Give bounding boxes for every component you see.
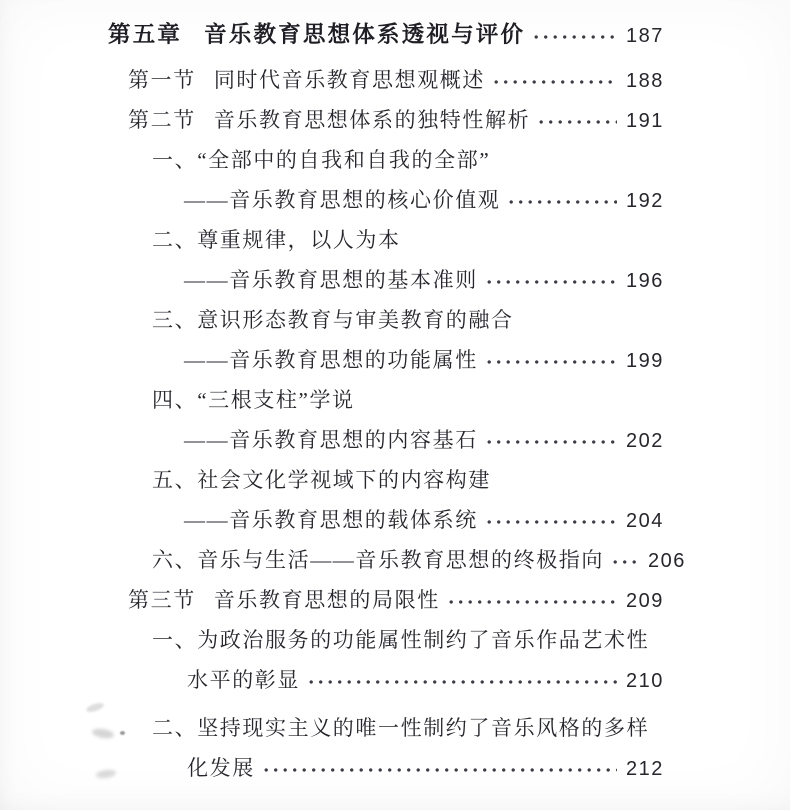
dot-leader (509, 199, 617, 205)
toc-entry-title: 音乐教育思想的局限性 (213, 588, 440, 612)
toc-entry (108, 580, 662, 620)
toc-entry-title: 二、尊重规律，以人为本 (152, 228, 401, 252)
toc-entry (108, 260, 662, 300)
toc-entry-title: 六、音乐与生活——音乐教育思想的终极指向 (152, 548, 604, 572)
toc-entry (108, 220, 662, 260)
dot-leader (449, 599, 617, 605)
page-number: 209 (626, 590, 664, 612)
toc-entry-title: 音乐教育思想体系的独特性解析 (213, 108, 531, 132)
toc-entry-label: 第五章 (108, 22, 183, 47)
dot-leader (309, 679, 617, 685)
toc-entry-title: 水平的彰显 (187, 668, 300, 692)
toc-entry-title: 三、意识形态教育与审美教育的融合 (152, 308, 514, 332)
page-number: 187 (626, 25, 664, 47)
toc-entry-title: ——音乐教育思想的内容基石 (184, 428, 478, 452)
toc-entry (108, 100, 662, 140)
page-number: 204 (626, 510, 664, 532)
toc-entry (108, 380, 662, 420)
toc-entry (108, 660, 662, 700)
dot-leader (534, 34, 617, 40)
toc-entry-title: ——音乐教育思想的基本准则 (184, 268, 478, 292)
toc-entry (108, 140, 662, 180)
dot-leader (264, 767, 617, 773)
page-number: 199 (626, 350, 664, 372)
toc-entry (108, 460, 662, 500)
toc-entry-title: ——音乐教育思想的核心价值观 (184, 188, 501, 212)
dot-leader (539, 119, 617, 125)
toc-entry (108, 60, 662, 100)
dot-leader (487, 279, 617, 285)
dot-leader (487, 439, 617, 445)
toc-entry-title: 化发展 (187, 756, 255, 780)
toc-entry (108, 180, 662, 220)
toc-entry-title: 音乐教育思想体系透视与评价 (204, 22, 526, 47)
toc-entry-title: 四、“三根支柱”学说 (152, 388, 355, 412)
toc-entry-label: 第三节 (128, 588, 196, 612)
page-number: 206 (648, 550, 686, 572)
page-number: 192 (626, 190, 664, 212)
toc-entry-title: ——音乐教育思想的载体系统 (184, 508, 478, 532)
toc-entry-title: 一、“全部中的自我和自我的全部” (152, 148, 491, 172)
scan-smudge (85, 701, 104, 713)
page-number: 196 (626, 270, 664, 292)
dot-leader (494, 79, 617, 85)
toc-entry (108, 300, 662, 340)
toc-entry-title: 二、坚持现实主义的唯一性制约了音乐风格的多样 (152, 716, 650, 740)
table-of-contents (108, 13, 686, 788)
toc-entry (108, 748, 662, 788)
toc-entry-label: 第二节 (128, 108, 196, 132)
toc-entry (108, 13, 662, 57)
toc-entry-title: 一、为政治服务的功能属性制约了音乐作品艺术性 (152, 628, 650, 652)
toc-entry (108, 620, 662, 660)
page-number: 191 (626, 110, 664, 132)
toc-entry-title: ——音乐教育思想的功能属性 (184, 348, 478, 372)
toc-entry (108, 500, 662, 540)
toc-entry (108, 420, 662, 460)
toc-entry-label: 第一节 (128, 68, 196, 92)
dot-leader (487, 519, 617, 525)
page-number: 210 (626, 670, 664, 692)
toc-entry (108, 708, 662, 748)
toc-entry (108, 540, 686, 580)
dot-leader (487, 359, 617, 365)
page-number: 202 (626, 430, 664, 452)
page-number: 188 (626, 70, 664, 92)
page-number: 212 (626, 758, 664, 780)
toc-entry (108, 340, 662, 380)
toc-entry-title: 五、社会文化学视域下的内容构建 (152, 468, 491, 492)
toc-entry-title: 同时代音乐教育思想观概述 (213, 68, 486, 92)
dot-leader (613, 559, 639, 565)
